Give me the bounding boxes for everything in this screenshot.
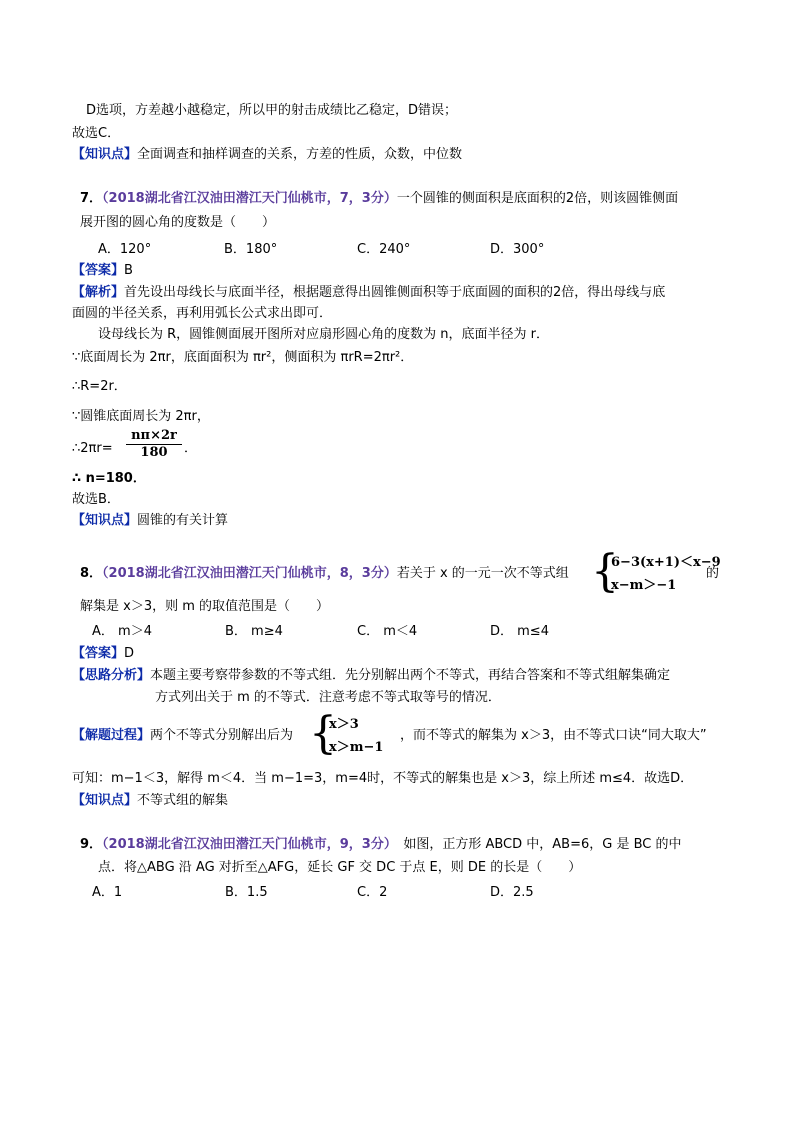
q7-source: （2018湖北省江汉油田潜江天门仙桃市，7，3分） xyxy=(102,191,397,206)
q7-solution-line8: ∴ n=180． xyxy=(72,471,146,486)
q9-stem-line1 xyxy=(80,836,681,854)
q7-stem-text1: 一个圆锥的侧面积是底面积的2倍，则该圆锥侧面 xyxy=(396,191,679,206)
q8-answer-line xyxy=(72,645,134,663)
d-option-explanation: D选项，方差越小越稳定，所以甲的射击成绩比乙稳定，D错误； xyxy=(86,103,458,118)
q8-analysis-line1 xyxy=(72,667,670,685)
q8-answer: D xyxy=(124,646,135,661)
q8-system-row2: x−m＞−1 xyxy=(611,578,677,593)
q7-solution-line7-suffix: ． xyxy=(184,441,198,456)
q7-analysis-tag: 【解析】 xyxy=(72,285,125,300)
q7-fraction xyxy=(126,428,182,461)
q7-knowledge-line xyxy=(72,512,228,530)
q7-analysis-line2: 面圆的半径关系，再利用弧长公式求出即可． xyxy=(72,306,333,321)
q8-solution-brace: { xyxy=(309,708,337,759)
q8-knowledge-text: 不等式组的解集 xyxy=(137,793,229,808)
q7-number: 7． xyxy=(80,191,103,206)
q9-option-d: D．2.5 xyxy=(490,885,534,900)
q8-process-tag: 【解题过程】 xyxy=(72,728,151,743)
q7-answer-tag: 【答案】 xyxy=(72,263,125,278)
q7-solution-line6: ∵圆锥底面周长为 2πr， xyxy=(72,409,210,424)
q9-stem-text1: 如图，正方形 ABCD 中，AB=6，G 是 BC 的中 xyxy=(390,837,682,852)
q8-process-line1 xyxy=(72,727,293,745)
q8-process-text-a: 两个不等式分别解出后为 xyxy=(150,728,294,743)
q8-analysis-line2: 方式列出关于 m 的不等式．注意考虑不等式取等号的情况． xyxy=(155,690,501,705)
q8-option-d: D． m≤4 xyxy=(490,624,549,639)
q7-analysis-line1 xyxy=(72,284,665,302)
knowledge-point-line xyxy=(72,146,462,164)
q7-option-d: D．300° xyxy=(490,242,545,257)
q7-analysis-text1: 首先设出母线长与底面半径，根据题意得出圆锥侧面积等于底面圆的面积的2倍，得出母线与底 xyxy=(124,285,666,300)
q7-fraction-denominator: 180 xyxy=(140,445,168,460)
q7-answer-line xyxy=(72,262,133,280)
q9-option-b: B．1.5 xyxy=(225,885,268,900)
q7-solution-line3: 设母线长为 R，圆锥侧面展开图所对应扇形圆心角的度数为 n，底面半径为 r． xyxy=(98,327,550,342)
q8-stem-line1 xyxy=(80,565,569,583)
q7-knowledge-tag: 【知识点】 xyxy=(72,513,138,528)
q9-option-c: C．2 xyxy=(357,885,388,900)
q8-option-b: B． m≥4 xyxy=(225,624,283,639)
q8-number: 8． xyxy=(80,566,103,581)
q7-fraction-numerator: nπ×2r xyxy=(131,428,177,443)
knowledge-point-tag: 【知识点】 xyxy=(72,147,138,162)
q9-stem-line2: 点．将△ABG 沿 AG 对折至△AFG，延长 GF 交 DC 于点 E，则 DE 的长是（ ） xyxy=(98,860,582,875)
q8-option-c: C． m＜4 xyxy=(357,624,418,639)
q8-system-row1: 6−3(x+1)＜x−9 xyxy=(611,555,721,570)
q7-solution-line7-prefix: ∴2πr= xyxy=(72,441,113,456)
q8-process-text-b: ，而不等式的解集为 x＞3，由不等式口诀“同大取大” xyxy=(400,728,707,743)
q8-solution-row2: x＞m−1 xyxy=(329,740,384,755)
q8-analysis-text1: 本题主要考察带参数的不等式组．先分别解出两个不等式，再结合答案和不等式组解集确定 xyxy=(150,668,671,683)
q7-solution-line4: ∵底面周长为 2πr，底面面积为 πr²，侧面积为 πrR=2πr²． xyxy=(72,350,414,365)
q8-source: （2018湖北省江汉油田潜江天门仙桃市，8，3分） xyxy=(102,566,397,581)
q8-answer-tag: 【答案】 xyxy=(72,646,125,661)
q8-stem-text-b: 的 xyxy=(706,566,720,581)
q7-solution-line5: ∴R=2r． xyxy=(72,379,127,394)
q7-stem-line2: 展开图的圆心角的度数是（ ） xyxy=(80,215,276,230)
q7-solution-line9: 故选B． xyxy=(72,492,120,507)
q7-option-b: B．180° xyxy=(224,242,278,257)
q8-analysis-tag: 【思路分析】 xyxy=(72,668,151,683)
q7-knowledge-text: 圆锥的有关计算 xyxy=(137,513,229,528)
q9-number: 9． xyxy=(80,837,103,852)
q8-option-a: A． m＞4 xyxy=(92,624,152,639)
q7-option-a: A．120° xyxy=(98,242,152,257)
q9-source: （2018湖北省江汉油田潜江天门仙桃市，9，3分） xyxy=(102,837,391,852)
q8-knowledge-line xyxy=(72,792,228,810)
q9-option-a: A．1 xyxy=(92,885,123,900)
q8-solution-row1: x＞3 xyxy=(329,717,359,732)
q8-stem-text-a: 若关于 x 的一元一次不等式组 xyxy=(396,566,569,581)
q8-knowledge-tag: 【知识点】 xyxy=(72,793,138,808)
q8-system-brace: { xyxy=(591,546,619,597)
choose-answer-line: 故选C． xyxy=(72,126,121,141)
q7-stem-line1 xyxy=(80,190,678,208)
q8-stem-line2: 解集是 x＞3，则 m 的取值范围是（ ） xyxy=(80,599,330,614)
q7-answer: B xyxy=(124,263,133,278)
q7-option-c: C．240° xyxy=(357,242,411,257)
q8-process-line2: 可知：m−1＜3，解得 m＜4．当 m−1=3，m=4时，不等式的解集也是 x＞3，综上所述 m≤4．故选D． xyxy=(72,771,694,786)
knowledge-point-text: 全面调查和抽样调查的关系，方差的性质，众数，中位数 xyxy=(137,147,463,162)
